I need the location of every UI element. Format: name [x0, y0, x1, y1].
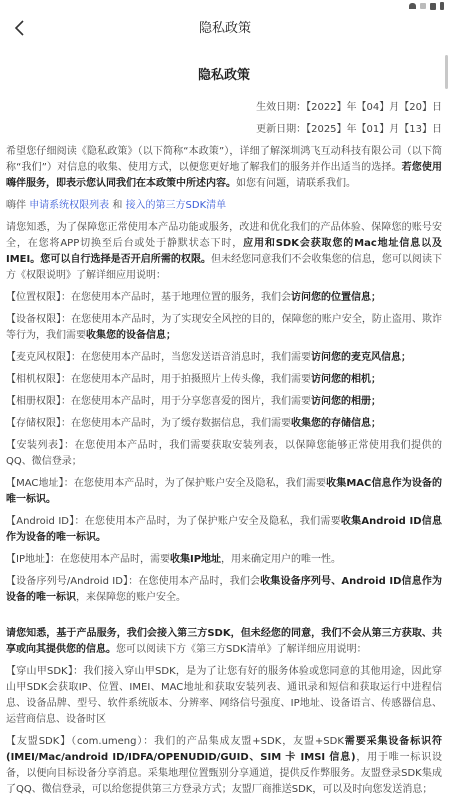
permission-item — [6, 514, 442, 546]
permission-item — [6, 394, 442, 410]
perm-text: ：在您使用本产品时，用于分享您喜爱的图片，我们需要 — [61, 396, 311, 407]
sdk-notice — [6, 626, 442, 658]
perm-label: 【麦克风权限】 — [6, 352, 71, 363]
permission-item — [6, 552, 442, 568]
notice-paragraph — [6, 220, 442, 284]
permission-item — [6, 312, 442, 344]
perm-text: ：在您使用本产品时，我们需要获取安装列表，以保障您能够正常使用我们提供的QQ、微信登录； — [6, 440, 443, 467]
permission-item — [6, 290, 442, 306]
perm-text: ：在您使用本产品时，基于地理位置的服务，我们会 — [61, 292, 291, 303]
perm-label: 【存储权限】 — [6, 418, 61, 429]
sdk-label: 【穿山甲SDK】 — [6, 666, 74, 677]
sdk-text: （com.umeng）：我们的产品集成友盟+SDK，友盟+SDK — [71, 736, 344, 747]
intro-tail: 如您有问题，请联系我们。 — [236, 178, 356, 189]
nav-title: 隐私政策 — [198, 21, 251, 36]
perm-bold: 访问您的位置信息； — [291, 292, 381, 303]
sdk-label: 【友盟SDK】 — [6, 736, 72, 747]
perm-tail: ，用来确定用户的唯一性。 — [221, 554, 342, 565]
policy-content — [6, 46, 443, 795]
sdk-item — [6, 734, 442, 798]
sdk-list-link[interactable]: 接入的第三方SDK清单 — [125, 200, 227, 211]
permission-list — [6, 290, 442, 606]
perm-text: ：在您使用本产品时，为了缓存数据信息，我们需要 — [61, 418, 291, 429]
perm-label: 【MAC地址】 — [6, 478, 64, 489]
perm-label: 【IP地址】 — [6, 554, 50, 565]
scrollbar[interactable] — [445, 55, 448, 89]
sdk-bold: 需要采集设备标识符(IMEI/Mac/android ID/IDFA/OPENUDID/GUID、SIM 卡 IMSI 信息) — [6, 736, 443, 763]
signal-icon — [430, 3, 436, 10]
links-and: 和 — [112, 200, 123, 211]
permission-item — [6, 438, 442, 470]
doc-title: 隐私政策 — [197, 68, 250, 83]
sdk-item — [6, 664, 442, 728]
perm-label: 【相机权限】 — [6, 374, 61, 385]
sdk-notice-bold: 请您知悉，基于产品服务，我们会接入第三方SDK，但未经您的同意，我们不会从第三方获取、共享或向其提供您的信息。 — [6, 628, 442, 655]
perm-text: ：在您使用本产品时，用于拍摄照片上传头像，我们需要 — [61, 374, 311, 385]
sdk-text: ：我们接入穿山甲SDK，是为了让您有好的服务体验或您同意的其他用途，因此穿山甲SDK会获取IP、位置、IMEI、MAC地址和获取安装列表、通讯录和短信和获取运行中进程信息、设备品牌、型号、软件系统版本、分辨率、网络信号强度、IP地址、设备语言、传感器信息、运营商信息、设备时区 — [6, 666, 442, 725]
perm-bold: 访问您的麦克风信息； — [311, 352, 411, 363]
perm-bold: 收集IP地址 — [169, 554, 222, 565]
perm-bold: 收集您的存储信息； — [291, 418, 381, 429]
wifi-icon — [420, 3, 426, 9]
permission-item — [6, 372, 442, 388]
links-line — [6, 198, 442, 214]
effective-date: 生效日期：【2022】年【04】月【20】日 — [256, 102, 442, 113]
links-prefix: 嗨伴 — [6, 200, 26, 211]
sdk-notice-tail: 您可以阅读下方《第三方SDK清单》了解详细应用说明： — [116, 644, 367, 655]
permission-item — [6, 350, 442, 366]
battery-icon — [440, 2, 444, 10]
permission-item — [6, 574, 442, 606]
status-bar — [0, 0, 450, 12]
perm-bold: 收集设备序列号、Android ID信息作为设备的唯一标识 — [6, 576, 443, 603]
heart-icon — [409, 3, 416, 9]
perm-text: ：在您使用本产品时，我们会 — [128, 576, 261, 587]
updated-date: 更新日期：【2025】年【01】月【13】日 — [256, 124, 442, 135]
notice-b: 应用和SDK会获取您的Mac地址信息以及IMEI。您可以自行选择是否开启所需的权限。 — [6, 238, 442, 265]
perm-label: 【Android ID】 — [6, 516, 75, 527]
dates — [6, 100, 442, 138]
sdk-list — [6, 664, 442, 798]
perm-text: ：在您使用本产品时，需要 — [49, 554, 170, 565]
perm-tail: ，来保障您的账户安全。 — [76, 592, 186, 603]
notice-c: 但未经您同意我们不会收集您的信息，您可以阅读下方《权限说明》了解详细应用说明： — [6, 254, 442, 281]
notice-a: 请您知悉，为了保障您正常使用本产品功能或服务，改进和优化我们的产品体验、保障您的账号安全，在您将APP切换至后台或处于静默状态下时， — [6, 222, 442, 249]
perm-text: ：在您使用本产品时，为了实现安全风控的目的，保障您的账户安全，防止盗用、欺诈等行为，我们需要 — [6, 314, 443, 341]
status-icons — [409, 0, 444, 12]
perm-text: ：在您使用本产品时，为了保护账户安全及隐私，我们需要 — [63, 478, 327, 489]
perm-label: 【位置权限】 — [6, 292, 61, 303]
intro-text: 希望您仔细阅读《隐私政策》（以下简称“本政策”），详细了解深圳鸿飞互动科技有限公司（以下简称“我们”）对信息的收集、使用方式，以便您更好地了解我们的服务并作出适当的选择。 — [6, 146, 442, 173]
permission-item — [6, 476, 442, 508]
perm-label: 【设备序列号/Android ID】 — [6, 576, 129, 587]
perm-label: 【相册权限】 — [6, 396, 61, 407]
sdk-tail: ，用于唯一标识设备，以便向目标设备分享消息。采集地理位置甄别分享通道，提供反作弊服务。友盟登录SDK集成了QQ、微信登录，可以给您提供第三方登录方式；友盟厂商推送SDK，可以及时向您发送消息； — [6, 752, 442, 795]
perm-text: ：在您使用本产品时，为了保护账户安全及隐私，我们需要 — [74, 516, 341, 527]
perm-bold: 访问您的相册； — [311, 396, 381, 407]
nav-bar — [0, 12, 450, 46]
perm-label: 【设备权限】 — [6, 314, 62, 325]
perm-bold: 收集Android ID信息作为设备的唯一标识。 — [6, 516, 442, 543]
permission-list-link[interactable]: 申请系统权限列表 — [29, 200, 110, 211]
permission-item — [6, 416, 442, 432]
intro-paragraph — [6, 144, 442, 192]
intro-bold: 若您使用嗨伴服务，即表示您认同我们在本政策中所述内容。 — [6, 162, 442, 189]
perm-label: 【安装列表】 — [6, 440, 65, 451]
perm-bold: 访问您的相机； — [311, 374, 381, 385]
perm-bold: 收集您的设备信息； — [86, 330, 176, 341]
perm-text: ：在您使用本产品时，当您发送语音消息时，我们需要 — [71, 352, 311, 363]
perm-bold: 收集MAC信息作为设备的唯一标识。 — [6, 478, 443, 505]
